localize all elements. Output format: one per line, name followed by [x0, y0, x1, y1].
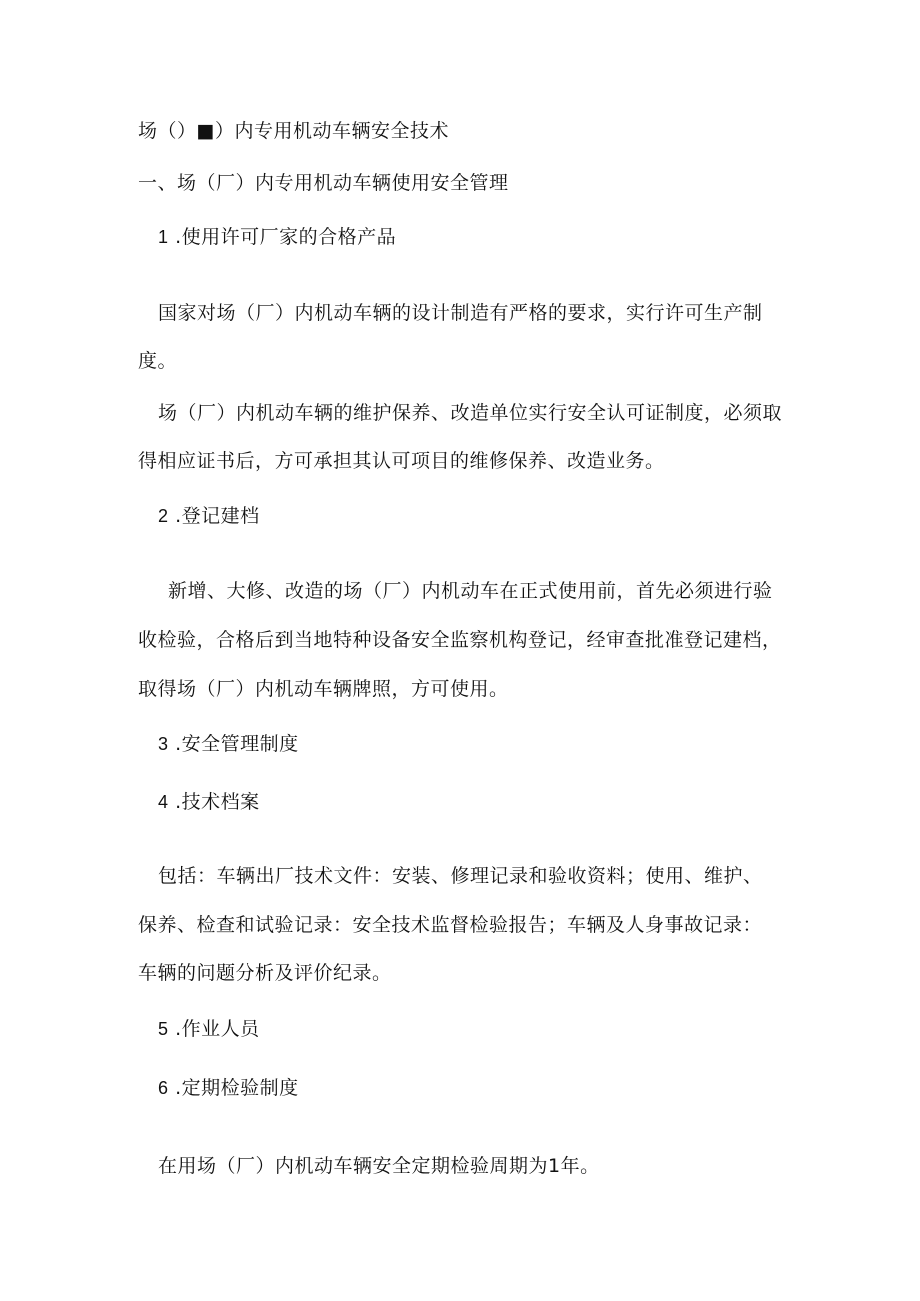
list-item-number: 5	[158, 1019, 169, 1039]
list-item-text: .定期检验制度	[175, 1077, 299, 1099]
list-item-5	[158, 1016, 260, 1042]
list-item-number: 6	[158, 1078, 169, 1098]
section-heading: 一、场（厂）内专用机动车辆使用安全管理	[138, 172, 509, 194]
paragraph-line: 得相应证书后，方可承担其认可项目的维修保养、改造业务。	[138, 450, 665, 472]
document-title: 场（）■）内专用机动车辆安全技术	[138, 120, 449, 142]
paragraph-line: 包括：车辆出厂技术文件：安装、修理记录和验收资料；使用、维护、	[158, 865, 763, 887]
list-item-2	[158, 503, 260, 529]
list-item-text: .登记建档	[175, 505, 260, 527]
paragraph-line: 取得场（厂）内机动车辆牌照，方可使用。	[138, 678, 509, 700]
list-item-text: .安全管理制度	[175, 733, 299, 755]
list-item-number: 4	[158, 792, 169, 812]
list-item-number: 1	[158, 227, 169, 247]
list-item-1	[158, 224, 396, 250]
paragraph-line: 车辆的问题分析及评价纪录。	[138, 962, 392, 984]
list-item-4	[158, 789, 260, 815]
paragraph-line: 国家对场（厂）内机动车辆的设计制造有严格的要求，实行许可生产制	[158, 302, 763, 324]
list-item-number: 2	[158, 506, 169, 526]
paragraph-line: 收检验，合格后到当地特种设备安全监察机构登记，经审查批准登记建档，	[138, 629, 782, 651]
paragraph-line: 在用场（厂）内机动车辆安全定期检验周期为1年。	[158, 1155, 600, 1177]
list-item-text: .技术档案	[175, 791, 260, 813]
paragraph-line: 度。	[138, 350, 178, 372]
paragraph-line: 新增、大修、改造的场（厂）内机动车在正式使用前，首先必须进行验	[168, 580, 773, 602]
list-item-number: 3	[158, 734, 169, 754]
paragraph-line: 保养、检查和试验记录：安全技术监督检验报告；车辆及人身事故记录：	[138, 914, 763, 936]
paragraph-line: 场（厂）内机动车辆的维护保养、改造单位实行安全认可证制度，必须取	[158, 402, 783, 424]
list-item-text: .作业人员	[175, 1018, 260, 1040]
list-item-3	[158, 731, 299, 757]
list-item-6	[158, 1075, 299, 1101]
list-item-text: .使用许可厂家的合格产品	[175, 226, 397, 248]
